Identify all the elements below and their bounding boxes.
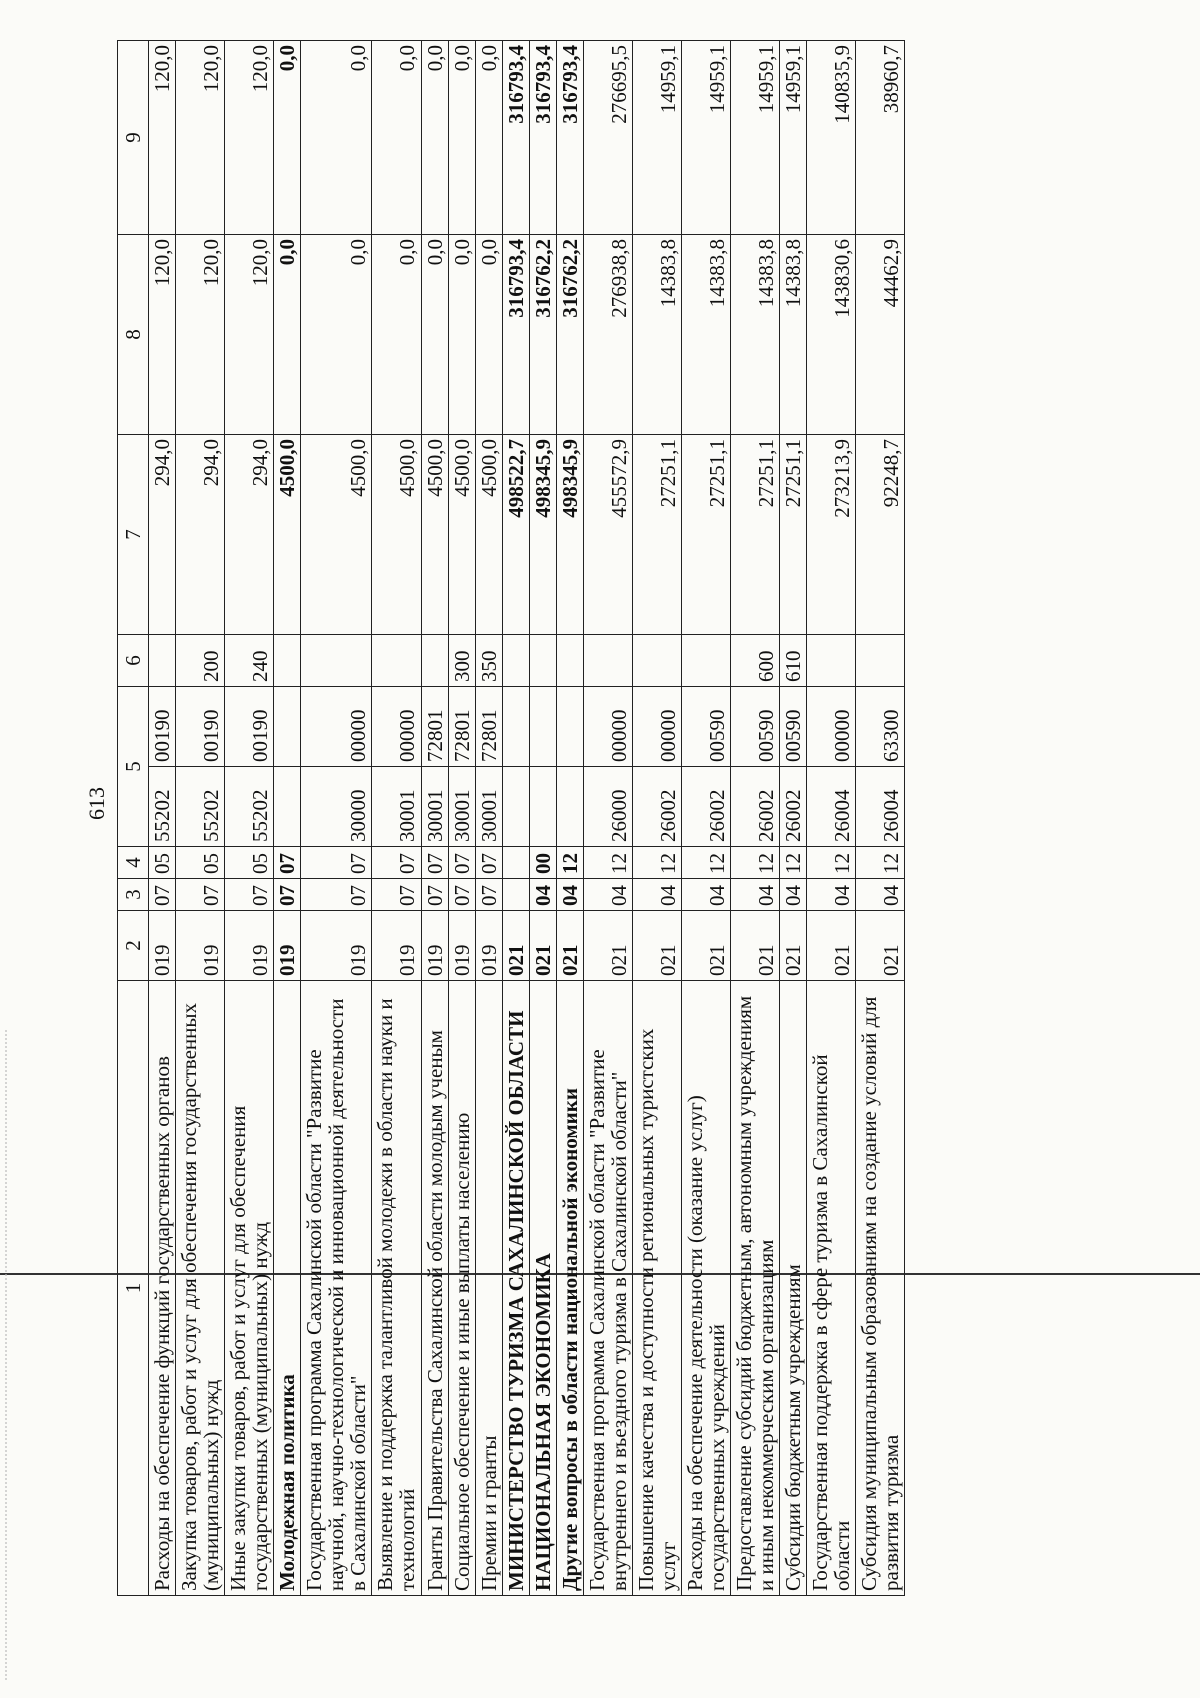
cell-expense-type: [556, 635, 583, 687]
cell-section: 04: [529, 879, 556, 911]
row-name: Иные закупки товаров, работ и услуг для обеспечения государственных (муниципальных) нужд: [225, 981, 274, 1596]
table-row: [632, 41, 681, 1596]
cell-subsection: 12: [632, 847, 681, 879]
row-name: Гранты Правительства Сахалинской области молодым ученым: [421, 981, 448, 1596]
cell-amount-col7: 92248,7: [856, 435, 905, 635]
cell-amount-col7: 4500,0: [475, 435, 502, 635]
cell-expense-type: [583, 635, 632, 687]
cell-amount-col9: 276695,5: [583, 41, 632, 235]
row-name: МИНИСТЕРСТВО ТУРИЗМА САХАЛИНСКОЙ ОБЛАСТИ: [502, 981, 529, 1596]
cell-subsection: 12: [681, 847, 730, 879]
cell-expense-type: [681, 635, 730, 687]
cell-expense-type: 240: [225, 635, 274, 687]
cell-amount-col9: 38960,7: [856, 41, 905, 235]
column-header: 9: [118, 41, 149, 235]
row-name: Расходы на обеспечение деятельности (оказание услуг) государственных учреждений: [681, 981, 730, 1596]
cell-amount-col8: 0,0: [448, 235, 475, 435]
cell-amount-col8: 0,0: [421, 235, 448, 435]
column-header: 6: [118, 635, 149, 687]
cell-subsection: 07: [372, 847, 421, 879]
cell-admin-code: 019: [176, 911, 225, 981]
cell-amount-col8: 14383,8: [731, 235, 780, 435]
table-row: [502, 41, 529, 1596]
cell-amount-col7: 27251,1: [731, 435, 780, 635]
cell-section: 07: [149, 879, 176, 911]
cell-amount-col9: 0,0: [274, 41, 301, 235]
cell-amount-col9: 14959,1: [681, 41, 730, 235]
cell-target-article-sub: 00000: [807, 687, 856, 767]
cell-target-article-sub: [502, 687, 529, 767]
column-header: 1: [118, 981, 149, 1596]
cell-expense-type: [856, 635, 905, 687]
row-name: Субсидии бюджетным учреждениям: [780, 981, 807, 1596]
cell-expense-type: 300: [448, 635, 475, 687]
column-header: 8: [118, 235, 149, 435]
row-name: Государственная поддержка в сфере туризма в Сахалинской области: [807, 981, 856, 1596]
cell-amount-col8: 14383,8: [632, 235, 681, 435]
cell-admin-code: 021: [807, 911, 856, 981]
cell-expense-type: [301, 635, 372, 687]
cell-target-article-sub: 72801: [448, 687, 475, 767]
cell-target-article: 30001: [475, 767, 502, 847]
cell-amount-col8: 316793,4: [502, 235, 529, 435]
row-name: Государственная программа Сахалинской области "Развитие внутреннего и въездного туризма в Сахалинской области": [583, 981, 632, 1596]
cell-section: [502, 879, 529, 911]
cell-subsection: 07: [448, 847, 475, 879]
cell-amount-col7: 294,0: [176, 435, 225, 635]
cell-expense-type: 610: [780, 635, 807, 687]
page-number: 613: [84, 787, 109, 820]
cell-amount-col7: 4500,0: [301, 435, 372, 635]
cell-amount-col9: 14959,1: [780, 41, 807, 235]
cell-admin-code: 019: [372, 911, 421, 981]
cell-amount-col9: 14959,1: [731, 41, 780, 235]
cell-section: 07: [176, 879, 225, 911]
cell-admin-code: 021: [556, 911, 583, 981]
cell-subsection: 07: [274, 847, 301, 879]
cell-amount-col8: 14383,8: [780, 235, 807, 435]
cell-section: 07: [421, 879, 448, 911]
cell-amount-col9: 0,0: [448, 41, 475, 235]
cell-target-article: 55202: [225, 767, 274, 847]
cell-expense-type: [421, 635, 448, 687]
cell-admin-code: 019: [301, 911, 372, 981]
cell-target-article: 30001: [372, 767, 421, 847]
cell-amount-col9: 14959,1: [632, 41, 681, 235]
column-header: 5: [118, 687, 149, 847]
row-name: Молодежная политика: [274, 981, 301, 1596]
cell-subsection: [502, 847, 529, 879]
cell-section: 07: [448, 879, 475, 911]
cell-section: 04: [780, 879, 807, 911]
cell-admin-code: 021: [780, 911, 807, 981]
cell-amount-col7: 27251,1: [780, 435, 807, 635]
cell-expense-type: 200: [176, 635, 225, 687]
cell-target-article-sub: 00190: [225, 687, 274, 767]
cell-admin-code: 021: [529, 911, 556, 981]
cell-target-article-sub: 00190: [176, 687, 225, 767]
cell-amount-col8: 0,0: [301, 235, 372, 435]
cell-subsection: 12: [856, 847, 905, 879]
cell-target-article: 55202: [149, 767, 176, 847]
cell-expense-type: 350: [475, 635, 502, 687]
column-header: 4: [118, 847, 149, 879]
cell-subsection: 05: [149, 847, 176, 879]
row-name: НАЦИОНАЛЬНАЯ ЭКОНОМИКА: [529, 981, 556, 1596]
cell-target-article: 26002: [780, 767, 807, 847]
cell-subsection: 05: [176, 847, 225, 879]
row-name: Премии и гранты: [475, 981, 502, 1596]
cell-admin-code: 021: [731, 911, 780, 981]
cell-expense-type: [149, 635, 176, 687]
cell-target-article-sub: 00000: [301, 687, 372, 767]
cell-subsection: 12: [583, 847, 632, 879]
table-row: [176, 41, 225, 1596]
cell-amount-col7: 294,0: [225, 435, 274, 635]
cell-amount-col8: 14383,8: [681, 235, 730, 435]
cell-target-article-sub: 63300: [856, 687, 905, 767]
cell-target-article: [274, 767, 301, 847]
cell-admin-code: 019: [448, 911, 475, 981]
cell-amount-col8: 120,0: [149, 235, 176, 435]
cell-subsection: 12: [731, 847, 780, 879]
cell-expense-type: 600: [731, 635, 780, 687]
row-name: Другие вопросы в области национальной экономики: [556, 981, 583, 1596]
table-row: [556, 41, 583, 1596]
cell-target-article: 30001: [421, 767, 448, 847]
cell-amount-col8: 0,0: [274, 235, 301, 435]
cell-section: 04: [632, 879, 681, 911]
cell-subsection: 07: [475, 847, 502, 879]
cell-amount-col7: 455572,9: [583, 435, 632, 635]
cell-subsection: 12: [780, 847, 807, 879]
cell-target-article: [502, 767, 529, 847]
cell-expense-type: [274, 635, 301, 687]
cell-target-article-sub: 00000: [372, 687, 421, 767]
cell-amount-col9: 120,0: [176, 41, 225, 235]
cell-section: 04: [681, 879, 730, 911]
cell-subsection: 12: [807, 847, 856, 879]
cell-target-article-sub: [529, 687, 556, 767]
row-name: Расходы на обеспечение функций государственных органов: [149, 981, 176, 1596]
header-row: [118, 41, 149, 1596]
row-name: Предоставление субсидий бюджетным, автономным учреждениям и иным некоммерческим организациям: [731, 981, 780, 1596]
cell-target-article-sub: 72801: [475, 687, 502, 767]
cell-admin-code: 021: [856, 911, 905, 981]
cell-amount-col7: 273213,9: [807, 435, 856, 635]
cell-section: 04: [856, 879, 905, 911]
cell-amount-col9: 316793,4: [502, 41, 529, 235]
cell-admin-code: 019: [225, 911, 274, 981]
cell-amount-col8: 0,0: [475, 235, 502, 435]
cell-amount-col7: 294,0: [149, 435, 176, 635]
cell-section: 04: [731, 879, 780, 911]
cell-amount-col9: 0,0: [372, 41, 421, 235]
cell-expense-type: [807, 635, 856, 687]
cell-section: 04: [556, 879, 583, 911]
cell-admin-code: 021: [583, 911, 632, 981]
cell-admin-code: 019: [475, 911, 502, 981]
rotated-table-wrapper: [117, 41, 1147, 1596]
cell-admin-code: 021: [632, 911, 681, 981]
table-row: [731, 41, 780, 1596]
cell-amount-col7: 498345,9: [556, 435, 583, 635]
cell-amount-col9: 0,0: [421, 41, 448, 235]
cell-target-article-sub: 00590: [780, 687, 807, 767]
cell-section: 04: [807, 879, 856, 911]
cell-subsection: 00: [529, 847, 556, 879]
cell-target-article: [529, 767, 556, 847]
cell-target-article-sub: 00000: [632, 687, 681, 767]
row-name: Закупка товаров, работ и услуг для обеспечения государственных (муниципальных) нужд: [176, 981, 225, 1596]
table-body: [149, 41, 905, 1596]
cell-amount-col9: 140835,9: [807, 41, 856, 235]
cell-expense-type: [529, 635, 556, 687]
budget-table: [117, 40, 905, 1596]
table-row: [529, 41, 556, 1596]
cell-admin-code: 021: [502, 911, 529, 981]
table-row: [475, 41, 502, 1596]
cell-admin-code: 019: [421, 911, 448, 981]
cell-target-article-sub: 72801: [421, 687, 448, 767]
cell-target-article-sub: 00590: [731, 687, 780, 767]
cell-amount-col7: 4500,0: [274, 435, 301, 635]
cell-amount-col8: 276938,8: [583, 235, 632, 435]
row-name: Выявление и поддержка талантливой молодежи в области науки и технологий: [372, 981, 421, 1596]
table-row: [448, 41, 475, 1596]
table-row: [807, 41, 856, 1596]
row-name: Государственная программа Сахалинской области "Развитие научной, научно-технологической и инновационной деятельности в Сахалинской области": [301, 981, 372, 1596]
table-row: [225, 41, 274, 1596]
table-row: [372, 41, 421, 1596]
cell-amount-col8: 143830,6: [807, 235, 856, 435]
cell-amount-col8: 44462,9: [856, 235, 905, 435]
cell-expense-type: [632, 635, 681, 687]
cell-subsection: 05: [225, 847, 274, 879]
cell-section: 07: [372, 879, 421, 911]
cell-expense-type: [502, 635, 529, 687]
cell-target-article-sub: [556, 687, 583, 767]
table-row: [149, 41, 176, 1596]
cell-amount-col9: 120,0: [149, 41, 176, 235]
cell-target-article: 30000: [301, 767, 372, 847]
cell-target-article: 26004: [807, 767, 856, 847]
cell-subsection: 12: [556, 847, 583, 879]
cell-target-article-sub: [274, 687, 301, 767]
column-header: 2: [118, 911, 149, 981]
cell-amount-col8: 316762,2: [556, 235, 583, 435]
cell-amount-col7: 4500,0: [421, 435, 448, 635]
cell-expense-type: [372, 635, 421, 687]
cell-amount-col7: 27251,1: [681, 435, 730, 635]
cell-admin-code: 019: [149, 911, 176, 981]
cell-subsection: 07: [301, 847, 372, 879]
cell-amount-col7: 498522,7: [502, 435, 529, 635]
cell-section: 07: [274, 879, 301, 911]
cell-amount-col9: 0,0: [301, 41, 372, 235]
row-name: Субсидия муниципальным образованиям на создание условий для развития туризма: [856, 981, 905, 1596]
cell-admin-code: 021: [681, 911, 730, 981]
cell-amount-col9: 316793,4: [556, 41, 583, 235]
table-row: [301, 41, 372, 1596]
cell-target-article: 26002: [731, 767, 780, 847]
cell-amount-col9: 120,0: [225, 41, 274, 235]
cell-target-article: 55202: [176, 767, 225, 847]
cell-amount-col7: 27251,1: [632, 435, 681, 635]
cell-target-article-sub: 00590: [681, 687, 730, 767]
cell-admin-code: 019: [274, 911, 301, 981]
table-row: [421, 41, 448, 1596]
cell-subsection: 07: [421, 847, 448, 879]
column-header: 3: [118, 879, 149, 911]
cell-amount-col7: 4500,0: [448, 435, 475, 635]
cell-amount-col7: 4500,0: [372, 435, 421, 635]
cell-target-article: 30001: [448, 767, 475, 847]
column-header: 7: [118, 435, 149, 635]
cell-section: 07: [225, 879, 274, 911]
table-row: [780, 41, 807, 1596]
cell-amount-col9: 0,0: [475, 41, 502, 235]
cell-target-article: 26004: [856, 767, 905, 847]
cell-amount-col8: 316762,2: [529, 235, 556, 435]
cell-target-article-sub: 00000: [583, 687, 632, 767]
row-name: Социальное обеспечение и иные выплаты населению: [448, 981, 475, 1596]
cell-amount-col7: 498345,9: [529, 435, 556, 635]
cell-amount-col8: 120,0: [225, 235, 274, 435]
cell-section: 07: [301, 879, 372, 911]
table-row: [583, 41, 632, 1596]
cell-section: 07: [475, 879, 502, 911]
cell-amount-col8: 120,0: [176, 235, 225, 435]
row-name: Повышение качества и доступности региональных туристских услуг: [632, 981, 681, 1596]
cell-amount-col9: 316793,4: [529, 41, 556, 235]
table-row: [274, 41, 301, 1596]
scan-edge-noise: [5, 1030, 13, 1680]
table-row: [856, 41, 905, 1596]
cell-target-article: [556, 767, 583, 847]
cell-amount-col8: 0,0: [372, 235, 421, 435]
cell-target-article: 26002: [632, 767, 681, 847]
table-row: [681, 41, 730, 1596]
cell-target-article: 26000: [583, 767, 632, 847]
cell-section: 04: [583, 879, 632, 911]
cell-target-article: 26002: [681, 767, 730, 847]
cell-target-article-sub: 00190: [149, 687, 176, 767]
